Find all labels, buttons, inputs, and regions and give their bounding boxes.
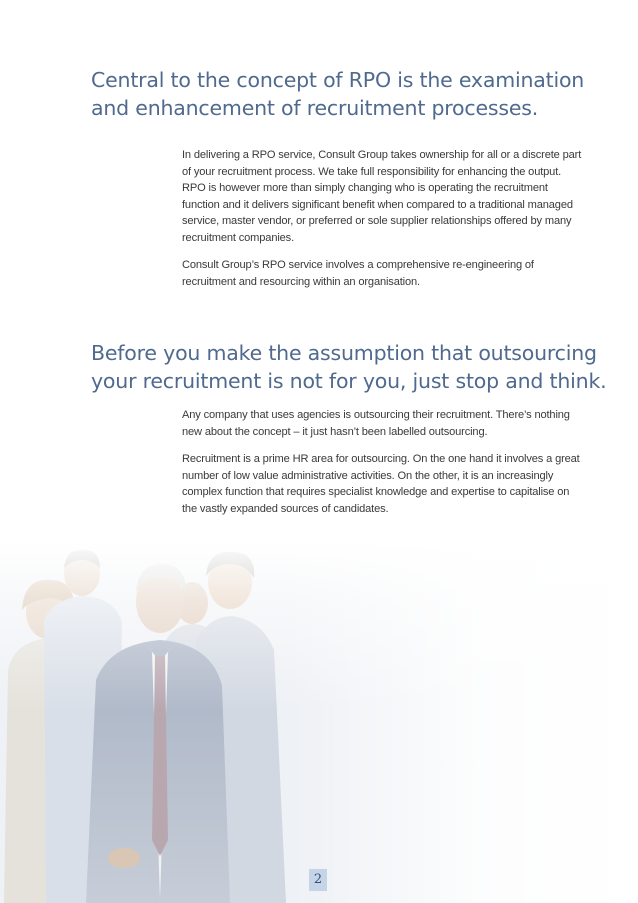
section-1-heading [91, 66, 631, 122]
section-2-heading-line-2: your recruitment is not for you, just stop and think. [91, 369, 607, 393]
section-1-paragraph-2: Consult Group’s RPO service involves a comprehensive re-engineering of recruitment and resourcing within an organisation. [182, 259, 534, 288]
section-2-paragraph-1: Any company that uses agencies is outsourcing their recruitment. There’s nothing new about the concept – it just hasn’t been labelled outsourcing. [182, 409, 570, 438]
section-2-heading [91, 339, 631, 395]
section-1-paragraph-1: In delivering a RPO service, Consult Group takes ownership for all or a discrete part of your recruitment process. We take full responsibility for enhancing the output. RPO is however more than simply changing who is operating the recruitment function and it delivers significant benefit when compared to a traditional managed service, master vendor, or preferred or sole supplier relationships offered by many recruitment companies. [182, 149, 582, 244]
section-2-body [182, 407, 582, 528]
page-number: 2 [309, 869, 327, 891]
section-1-heading-line-1: Central to the concept of RPO is the examination [91, 68, 585, 92]
section-1-heading-line-2: and enhancement of recruitment processes. [91, 96, 539, 120]
section-1-body [182, 147, 582, 301]
section-2-heading-line-1: Before you make the assumption that outsourcing [91, 341, 597, 365]
section-2-paragraph-2: Recruitment is a prime HR area for outsourcing. On the one hand it involves a great number of low value administrative activities. On the other, it is an increasingly complex function that requires specialist knowledge and expertise to capitalise on the vastly expanded sources of candidates. [182, 453, 580, 515]
business-team-photo [0, 540, 638, 903]
